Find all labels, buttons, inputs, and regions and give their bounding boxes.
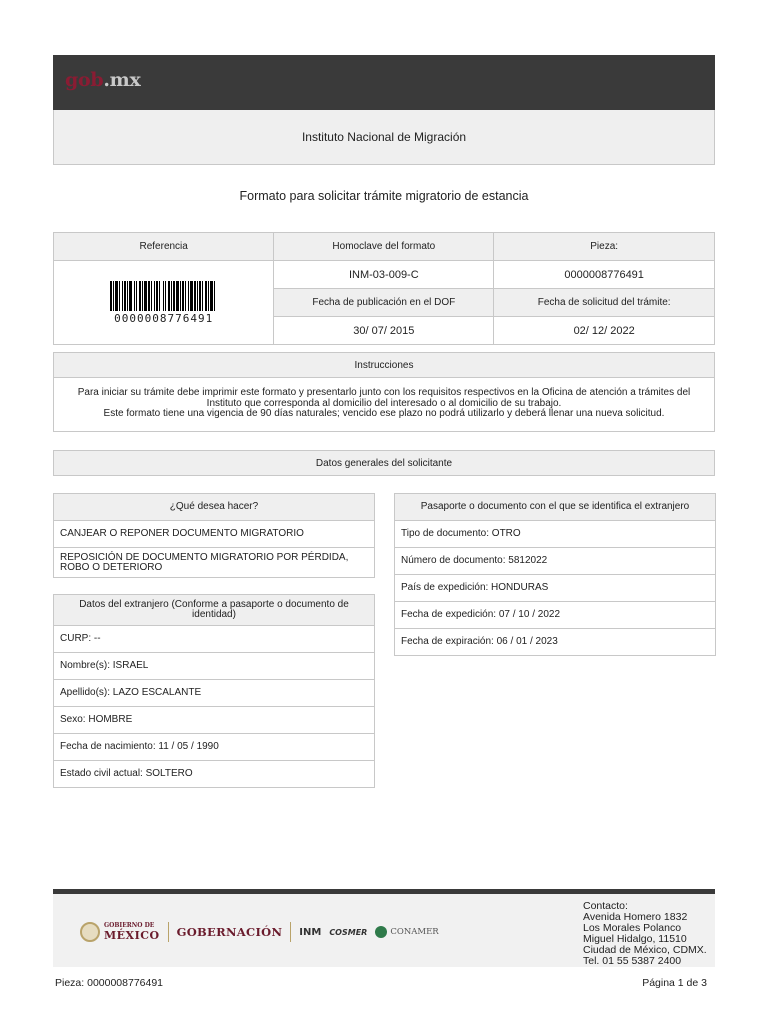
institution-name: Instituto Nacional de Migración [53,110,715,165]
conamer-text: CONAMER [390,927,439,937]
footer-logos [80,917,439,947]
what-to-do-row: CANJEAR O REPONER DOCUMENTO MIGRATORIO [54,521,374,548]
pais-expedicion-row: País de expedición: HONDURAS [395,575,715,602]
gobierno-de-text: GOBIERNO DE [104,922,155,929]
contact-line: Avenida Homero 1832 [583,911,688,923]
conamer-logo [375,926,438,938]
general-data-title: Datos generales del solicitante [53,450,715,476]
page-number: Página 1 de 3 [642,977,707,989]
what-to-do-panel [53,493,375,578]
curp-row: CURP: -- [54,626,374,653]
contact-line: Tel. 01 55 5387 2400 [583,955,682,967]
barcode [55,281,272,325]
gobierno-de-mexico-logo [80,922,160,942]
barcode-bar [215,281,217,311]
gobernacion-logo: GOBERNACIÓN [176,925,283,939]
numero-documento-row: Número de documento: 5812022 [395,548,715,575]
logo-gob-text: gob [65,69,104,91]
gob-mx-logo [65,69,141,91]
instructions-body [53,377,715,432]
contact-info [583,901,707,967]
sexo-row: Sexo: HOMBRE [54,707,374,734]
header-bar [53,55,715,110]
passport-title: Pasaporte o documento con el que se identifica el extranjero [395,494,715,521]
fecha-nacimiento-row: Fecha de nacimiento: 11 / 05 / 1990 [54,734,374,761]
fecha-publicacion-value: 30/ 07/ 2015 [274,317,494,345]
logo-separator [168,922,169,942]
eagle-seal-icon [80,922,100,942]
footer-pieza: Pieza: 0000008776491 [55,977,164,989]
logo-mx-text: .mx [103,69,141,91]
barcode-number: 0000008776491 [114,311,214,325]
instructions-line-3: Este formato tiene una vigencia de 90 días naturales; vencido ese plazo no podrá utilizarlo y deberá llenar una nueva solicitud. [103,408,665,419]
inm-logo: INM [299,926,322,938]
barcode-cell [54,261,274,345]
pieza-value: 0000008776491 [494,261,715,289]
what-to-do-title: ¿Qué desea hacer? [54,494,374,521]
reference-table [53,232,715,345]
barcode-bars [110,281,217,311]
document-title: Formato para solicitar trámite migratorio de estancia [239,189,529,203]
contact-line: Ciudad de México, CDMX. [583,944,707,956]
fecha-solicitud-label: Fecha de solicitud del trámite: [494,289,715,317]
contact-line: Los Morales Polanco [583,922,682,934]
conamer-icon [375,926,387,938]
fecha-publicacion-label: Fecha de publicación en el DOF [274,289,494,317]
homoclave-value: INM-03-009-C [274,261,494,289]
fecha-expedicion-row: Fecha de expedición: 07 / 10 / 2022 [395,602,715,629]
fecha-expiracion-row: Fecha de expiración: 06 / 01 / 2023 [401,636,558,647]
tipo-documento-row: Tipo de documento: OTRO [395,521,715,548]
foreigner-data-panel [53,594,375,788]
instructions-title: Instrucciones [53,352,715,378]
instructions-line-1: Para iniciar su trámite debe imprimir este formato y presentarlo junto con los requisitos respectivos en la Oficina de atención a trámites del [77,387,691,398]
what-to-do-row: REPOSICIÓN DE DOCUMENTO MIGRATORIO POR PÉRDIDA, ROBO O DETERIORO [60,551,349,573]
apellido-row: Apellido(s): LAZO ESCALANTE [54,680,374,707]
foreigner-data-title: Datos del extranjero (Conforme a pasaporte o documento de identidad) [54,595,374,626]
fecha-solicitud-value: 02/ 12/ 2022 [494,317,715,345]
logo-separator [290,922,291,942]
mexico-text: MÉXICO [104,929,160,942]
col-pieza: Pieza: [494,233,715,261]
instructions-line-2: Instituto que corresponda al domicilio del interesado o al domicilio de su trabajo. [206,397,562,409]
estado-civil-row: Estado civil actual: SOLTERO [60,768,193,779]
contact-line: Miguel Hidalgo, 11510 [583,933,687,945]
col-referencia: Referencia [54,233,274,261]
passport-panel [394,493,716,656]
cosmer-logo: COSMER [329,927,368,937]
contact-line: Contacto: [583,900,628,912]
nombre-row: Nombre(s): ISRAEL [54,653,374,680]
col-homoclave: Homoclave del formato [274,233,494,261]
